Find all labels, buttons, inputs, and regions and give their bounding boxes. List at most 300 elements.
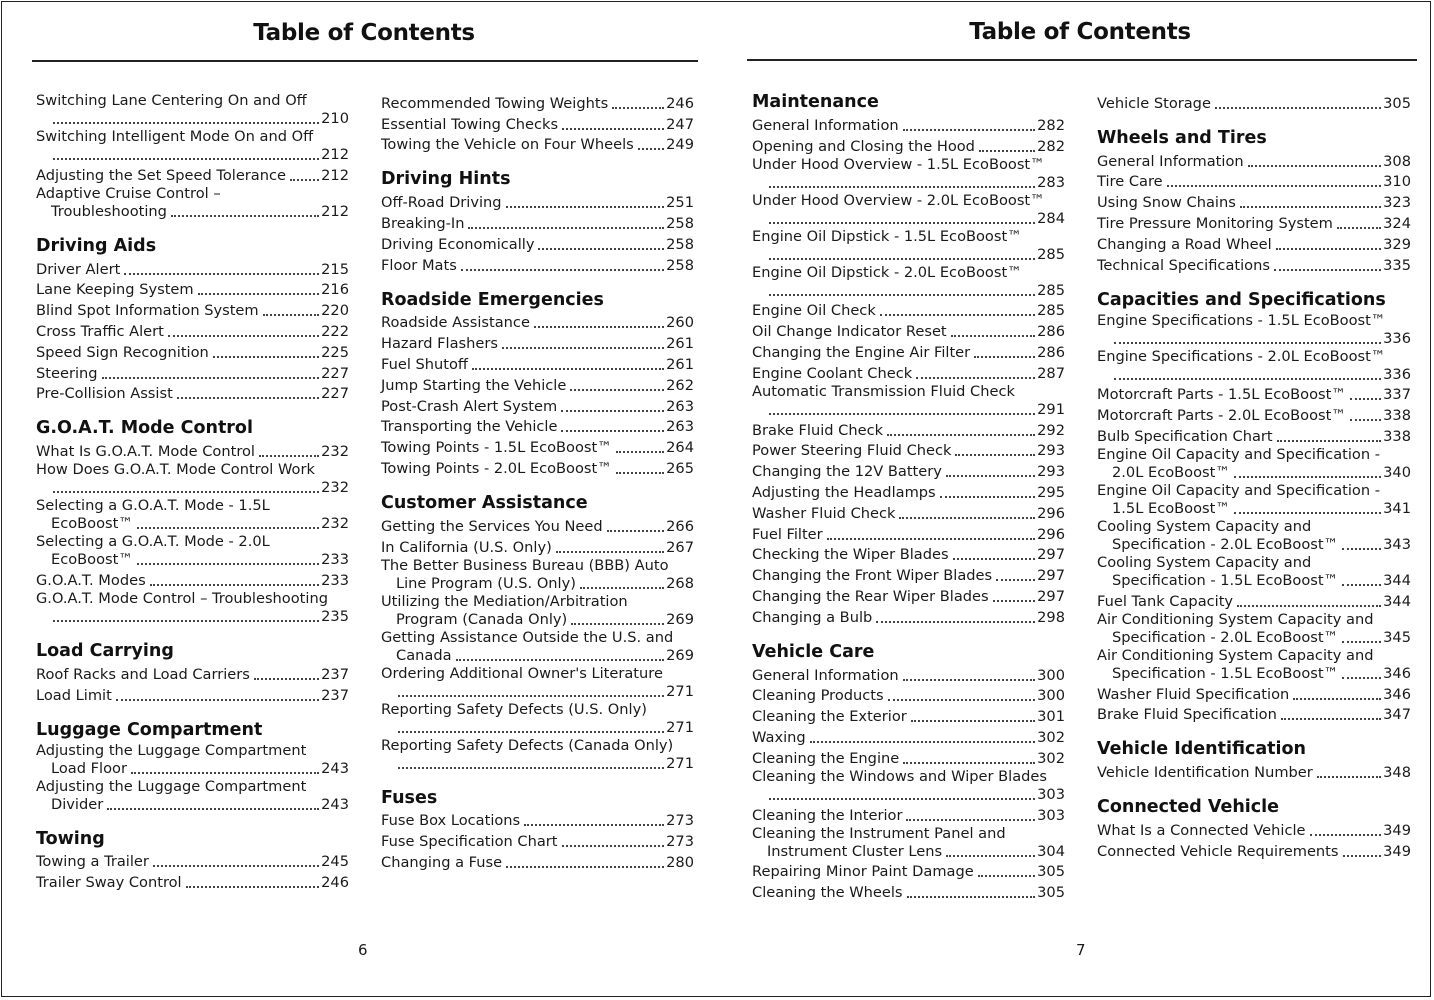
entry-page-number: 215: [321, 260, 349, 278]
toc-entry[interactable]: [36, 279, 349, 300]
toc-entry[interactable]: [1097, 150, 1411, 171]
entry-page-number: 303: [1037, 806, 1065, 824]
toc-entry[interactable]: [381, 332, 694, 353]
toc-entry[interactable]: [752, 264, 1065, 300]
entry-title: Using Snow Chains: [1097, 194, 1236, 212]
leader-dots: [1248, 164, 1382, 167]
entry-leader-line: [752, 174, 1065, 192]
toc-section: [381, 289, 694, 478]
entry-title: Washer Fluid Check: [752, 504, 896, 522]
entry-leader-line: [1097, 366, 1411, 384]
entry-title-continued: EcoBoost™: [51, 551, 133, 569]
toc-entry[interactable]: [1097, 611, 1411, 647]
toc-entry[interactable]: [1097, 254, 1411, 275]
toc-entry[interactable]: [36, 164, 349, 185]
toc-entry[interactable]: [752, 544, 1065, 565]
entry-title: Utilizing the Mediation/Arbitration: [381, 592, 628, 610]
section-heading: Luggage Compartment: [36, 719, 263, 740]
toc-entry[interactable]: [752, 804, 1065, 825]
toc-entry[interactable]: [36, 92, 349, 128]
leader-dots: [1274, 268, 1381, 271]
entry-page-number: 285: [1037, 302, 1065, 320]
page-number-right: 7: [1076, 941, 1086, 959]
toc-entry[interactable]: [752, 419, 1065, 440]
entry-title: Vehicle Storage: [1097, 94, 1211, 112]
leader-dots: [769, 257, 1035, 260]
entry-page-number: 268: [666, 574, 694, 592]
entry-page-number: 302: [1037, 728, 1065, 746]
entry-title: Cleaning Products: [752, 687, 884, 705]
leader-dots: [150, 583, 319, 586]
entry-leader-line: [36, 608, 349, 626]
entry-page-number: 212: [321, 202, 349, 220]
leader-dots: [903, 678, 1036, 681]
toc-entry[interactable]: [381, 233, 694, 254]
entry-title: What Is a Connected Vehicle: [1097, 821, 1306, 839]
leader-dots: [1277, 439, 1381, 442]
leader-dots: [1167, 184, 1382, 187]
entry-title: Motorcraft Parts - 1.5L EcoBoost™: [1097, 386, 1346, 404]
toc-entry[interactable]: [752, 825, 1065, 861]
toc-section: [381, 168, 694, 274]
toc-entry[interactable]: [381, 92, 694, 113]
toc-section: [381, 787, 694, 872]
toc-entry[interactable]: [36, 851, 349, 872]
toc-entry[interactable]: [752, 320, 1065, 341]
entry-page-number: 280: [666, 853, 694, 871]
entry-title: Engine Oil Capacity and Specification -: [1097, 445, 1381, 463]
leader-dots: [616, 471, 664, 474]
entry-leader-line: [752, 246, 1065, 264]
section-heading: Customer Assistance: [381, 492, 588, 513]
toc-entry[interactable]: [752, 481, 1065, 502]
toc-entry[interactable]: [1097, 446, 1411, 482]
toc-entry[interactable]: [1097, 683, 1411, 704]
entry-title: Changing the 12V Battery: [752, 463, 942, 481]
toc-entry[interactable]: [1097, 171, 1411, 192]
entry-title-continued: 1.5L EcoBoost™: [1112, 499, 1230, 517]
toc-entry[interactable]: [36, 497, 349, 533]
leader-dots: [1342, 676, 1381, 679]
toc-entry[interactable]: [752, 502, 1065, 523]
toc-entry[interactable]: [752, 228, 1065, 264]
leader-dots: [137, 526, 319, 529]
entry-page-number: 245: [321, 853, 349, 871]
entry-title-continued: Specification - 2.0L EcoBoost™: [1112, 628, 1339, 646]
entry-page-number: 258: [666, 214, 694, 232]
toc-entry[interactable]: [752, 341, 1065, 362]
toc-entry[interactable]: [1097, 191, 1411, 212]
leader-dots: [1343, 854, 1382, 857]
toc-entry[interactable]: [381, 134, 694, 155]
toc-section: [36, 640, 349, 705]
toc-entry[interactable]: [752, 664, 1065, 685]
entry-page-number: 267: [666, 538, 694, 556]
entry-title: Towing Points - 1.5L EcoBoost™: [381, 439, 612, 457]
toc-entry[interactable]: [752, 135, 1065, 156]
toc-entry[interactable]: [1097, 425, 1411, 446]
toc-entry[interactable]: [381, 851, 694, 872]
entry-page-number: 337: [1383, 386, 1411, 404]
entry-page-number: 282: [1037, 137, 1065, 155]
toc-entry[interactable]: [752, 460, 1065, 481]
leader-dots: [461, 268, 664, 271]
leader-dots: [887, 433, 1035, 436]
entry-page-number: 243: [321, 759, 349, 777]
toc-entry[interactable]: [752, 606, 1065, 627]
leader-dots: [259, 454, 319, 457]
toc-entry[interactable]: [1097, 404, 1411, 425]
toc-entry[interactable]: [752, 726, 1065, 747]
entry-page-number: 283: [1037, 173, 1065, 191]
toc-entry[interactable]: [1097, 482, 1411, 518]
toc-entry[interactable]: [36, 742, 349, 778]
entry-title: Tire Pressure Monitoring System: [1097, 214, 1333, 232]
entry-page-number: 269: [666, 610, 694, 628]
entry-page-number: 260: [666, 314, 694, 332]
entry-page-number: 308: [1383, 152, 1411, 170]
toc-entry[interactable]: [381, 436, 694, 457]
toc-column-4: [1097, 80, 1411, 861]
toc-entry[interactable]: [381, 212, 694, 233]
entry-title: Fuse Box Locations: [381, 812, 521, 830]
toc-entry[interactable]: [36, 461, 349, 497]
entry-title: Selecting a G.O.A.T. Mode - 1.5L: [36, 497, 270, 515]
toc-entry[interactable]: [1097, 704, 1411, 725]
entry-title: Engine Oil Dipstick - 2.0L EcoBoost™: [752, 263, 1022, 281]
leader-dots: [876, 620, 1035, 623]
toc-entry[interactable]: [36, 569, 349, 590]
entry-title: Transporting the Vehicle: [381, 418, 558, 436]
entry-leader-line: [752, 210, 1065, 228]
entry-title: Adjusting the Luggage Compartment: [36, 741, 307, 759]
leader-dots: [213, 355, 319, 358]
entry-page-number: 303: [1037, 785, 1065, 803]
entry-page-number: 264: [666, 439, 694, 457]
toc-entry[interactable]: [36, 440, 349, 461]
leader-dots: [946, 474, 1035, 477]
toc-entry[interactable]: [1097, 233, 1411, 254]
toc-entry[interactable]: [752, 705, 1065, 726]
entry-page-number: 271: [666, 754, 694, 772]
entry-title: Cleaning the Interior: [752, 806, 903, 824]
entry-title: Cleaning the Engine: [752, 749, 900, 767]
entry-page-number: 305: [1037, 863, 1065, 881]
toc-section: [36, 92, 349, 221]
entry-leader-line: [36, 146, 349, 164]
leader-dots: [124, 272, 319, 275]
entry-title: Air Conditioning System Capacity and: [1097, 610, 1374, 628]
entry-leader-line: [381, 683, 694, 701]
toc-entry[interactable]: [1097, 384, 1411, 405]
toc-section: [36, 235, 349, 404]
entry-page-number: 258: [666, 235, 694, 253]
entry-title: Repairing Minor Paint Damage: [752, 863, 974, 881]
toc-entry[interactable]: [752, 114, 1065, 135]
section-heading: Maintenance: [752, 92, 879, 112]
entry-title: Trailer Sway Control: [36, 874, 182, 892]
entry-title: Cross Traffic Alert: [36, 322, 164, 340]
toc-entry[interactable]: [381, 191, 694, 212]
entry-title: Changing a Fuse: [381, 853, 503, 871]
toc-entry[interactable]: [36, 341, 349, 362]
toc-entry[interactable]: [381, 810, 694, 831]
toc-section: [1097, 289, 1411, 725]
leader-dots: [263, 313, 320, 316]
entry-leader-line: [1097, 500, 1411, 518]
entry-page-number: 346: [1383, 685, 1411, 703]
leader-dots: [906, 818, 1035, 821]
toc-entry[interactable]: [1097, 840, 1411, 861]
toc-entry[interactable]: [36, 663, 349, 684]
leader-dots: [1114, 377, 1381, 380]
entry-title: Air Conditioning System Capacity and: [1097, 646, 1374, 664]
entry-page-number: 349: [1383, 821, 1411, 839]
toc-entry[interactable]: [1097, 212, 1411, 233]
entry-title: Bulb Specification Chart: [1097, 427, 1273, 445]
leader-dots: [907, 895, 1036, 898]
toc-entry[interactable]: [36, 383, 349, 404]
entry-title: Power Steering Fluid Check: [752, 442, 952, 460]
entry-page-number: 262: [666, 376, 694, 394]
toc-entry[interactable]: [752, 861, 1065, 882]
entry-title: Connected Vehicle Requirements: [1097, 842, 1339, 860]
entry-page-number: 271: [666, 682, 694, 700]
entry-title: Cooling System Capacity and: [1097, 517, 1312, 535]
toc-entry[interactable]: [381, 113, 694, 134]
section-heading: Capacities and Specifications: [1097, 289, 1386, 310]
toc-entry[interactable]: [752, 156, 1065, 192]
entry-page-number: 349: [1383, 842, 1411, 860]
entry-page-number: 293: [1037, 463, 1065, 481]
entry-page-number: 212: [321, 166, 349, 184]
leader-dots: [290, 178, 319, 181]
toc-entry[interactable]: [381, 353, 694, 374]
entry-title: Tire Care: [1097, 173, 1163, 191]
entry-page-number: 251: [666, 194, 694, 212]
entry-title: Load Limit: [36, 686, 112, 704]
entry-page-number: 261: [666, 355, 694, 373]
leader-dots: [1317, 775, 1381, 778]
entry-leader-line: [381, 755, 694, 773]
leader-dots: [1276, 247, 1382, 250]
toc-entry[interactable]: [381, 457, 694, 478]
entry-page-number: 284: [1037, 209, 1065, 227]
toc-entry[interactable]: [381, 665, 694, 701]
leader-dots: [978, 874, 1035, 877]
entry-title: Oil Change Indicator Reset: [752, 323, 947, 341]
entry-page-number: 347: [1383, 706, 1411, 724]
entry-title-continued: Troubleshooting: [51, 202, 167, 220]
entry-title: Off-Road Driving: [381, 194, 502, 212]
leader-dots: [1237, 604, 1381, 607]
entry-title: Reporting Safety Defects (Canada Only): [381, 736, 674, 754]
toc-entry[interactable]: [752, 585, 1065, 606]
toc-entry[interactable]: [1097, 348, 1411, 384]
entry-title: General Information: [1097, 152, 1244, 170]
entry-page-number: 287: [1037, 364, 1065, 382]
entry-page-number: 261: [666, 335, 694, 353]
toc-entry[interactable]: [1097, 92, 1411, 113]
entry-page-number: 305: [1383, 94, 1411, 112]
entry-page-number: 220: [321, 302, 349, 320]
entry-title: How Does G.O.A.T. Mode Control Work: [36, 461, 315, 479]
toc-entry[interactable]: [381, 593, 694, 629]
leader-dots: [534, 325, 664, 328]
leader-dots: [607, 529, 665, 532]
leader-dots: [398, 730, 664, 733]
entry-title: Lane Keeping System: [36, 281, 194, 299]
entry-title: What Is G.O.A.T. Mode Control: [36, 443, 255, 461]
toc-entry[interactable]: [752, 768, 1065, 804]
entry-title: Engine Specifications - 1.5L EcoBoost™: [1097, 311, 1386, 329]
toc-entry[interactable]: [1097, 590, 1411, 611]
section-heading: Towing: [36, 828, 105, 849]
entry-title-continued: Program (Canada Only): [396, 610, 568, 628]
entry-leader-line: [381, 719, 694, 737]
entry-title: Motorcraft Parts - 2.0L EcoBoost™: [1097, 407, 1346, 425]
entry-page-number: 344: [1383, 592, 1411, 610]
entry-title: The Better Business Bureau (BBB) Auto: [381, 556, 669, 574]
entry-title: General Information: [752, 666, 899, 684]
toc-entry[interactable]: [752, 523, 1065, 544]
entry-title: Waxing: [752, 728, 806, 746]
leader-dots: [506, 865, 664, 868]
toc-entry[interactable]: [36, 778, 349, 814]
section-heading: Roadside Emergencies: [381, 289, 604, 310]
toc-entry[interactable]: [752, 440, 1065, 461]
entry-page-number: 329: [1383, 235, 1411, 253]
entry-title: In California (U.S. Only): [381, 538, 552, 556]
entry-page-number: 335: [1383, 256, 1411, 274]
leader-dots: [769, 221, 1035, 224]
entry-leader-line: [36, 760, 349, 778]
leader-dots: [186, 885, 320, 888]
leader-dots: [571, 622, 664, 625]
toc-entry[interactable]: [36, 320, 349, 341]
entry-page-number: 237: [321, 665, 349, 683]
entry-title: Blind Spot Information System: [36, 302, 259, 320]
toc-entry[interactable]: [752, 685, 1065, 706]
entry-title: Changing the Engine Air Filter: [752, 343, 971, 361]
leader-dots: [888, 698, 1036, 701]
entry-title: Vehicle Identification Number: [1097, 764, 1313, 782]
section-heading: Driving Hints: [381, 169, 511, 190]
entry-title: Essential Towing Checks: [381, 115, 559, 133]
entry-leader-line: [36, 515, 349, 533]
entry-leader-line: [36, 479, 349, 497]
toc-entry[interactable]: [752, 383, 1065, 419]
entry-page-number: 246: [666, 94, 694, 112]
toc-entry[interactable]: [1097, 761, 1411, 782]
entry-page-number: 346: [1383, 664, 1411, 682]
entry-leader-line: [1097, 629, 1411, 647]
toc-entry[interactable]: [381, 416, 694, 437]
toc-entry[interactable]: [381, 737, 694, 773]
page-number-left: 6: [358, 941, 368, 959]
leader-dots: [1293, 697, 1381, 700]
entry-title: Engine Specifications - 2.0L EcoBoost™: [1097, 347, 1386, 365]
toc-entry[interactable]: [36, 533, 349, 569]
toc-entry[interactable]: [381, 254, 694, 275]
toc-entry[interactable]: [1097, 518, 1411, 554]
toc-entry[interactable]: [752, 564, 1065, 585]
entry-title: Under Hood Overview - 1.5L EcoBoost™: [752, 155, 1045, 173]
toc-entry[interactable]: [752, 362, 1065, 383]
entry-title: Fuel Shutoff: [381, 355, 468, 373]
leader-dots: [951, 334, 1035, 337]
toc-entry[interactable]: [381, 374, 694, 395]
toc-entry[interactable]: [381, 701, 694, 737]
toc-section: [1097, 92, 1411, 113]
entry-title: G.O.A.T. Modes: [36, 571, 146, 589]
entry-title: Recommended Towing Weights: [381, 94, 609, 112]
toc-entry[interactable]: [36, 185, 349, 221]
toc-entry[interactable]: [1097, 554, 1411, 590]
toc-entry[interactable]: [36, 128, 349, 164]
entry-title: Reporting Safety Defects (U.S. Only): [381, 700, 647, 718]
toc-entry[interactable]: [36, 590, 349, 626]
entry-page-number: 324: [1383, 214, 1411, 232]
entry-page-number: 285: [1037, 245, 1065, 263]
entry-page-number: 233: [321, 571, 349, 589]
toc-entry[interactable]: [381, 557, 694, 593]
toc-entry[interactable]: [381, 536, 694, 557]
toc-entry[interactable]: [381, 395, 694, 416]
toc-entry[interactable]: [752, 300, 1065, 321]
toc-entry[interactable]: [381, 515, 694, 536]
toc-entry[interactable]: [36, 258, 349, 279]
leader-dots: [769, 293, 1035, 296]
entry-page-number: 304: [1037, 842, 1065, 860]
toc-entry[interactable]: [36, 871, 349, 892]
leader-dots: [198, 292, 320, 295]
entry-title-continued: EcoBoost™: [51, 515, 133, 533]
toc-entry[interactable]: [36, 362, 349, 383]
entry-title: Post-Crash Alert System: [381, 397, 558, 415]
toc-entry[interactable]: [752, 881, 1065, 902]
entry-page-number: 222: [321, 322, 349, 340]
toc-entry[interactable]: [1097, 647, 1411, 683]
section-heading: Vehicle Identification: [1097, 739, 1306, 760]
entry-title-continued: Specification - 1.5L EcoBoost™: [1112, 664, 1339, 682]
toc-entry[interactable]: [752, 192, 1065, 228]
leader-dots: [53, 619, 319, 622]
entry-title: Fuel Tank Capacity: [1097, 592, 1234, 610]
entry-page-number: 297: [1037, 567, 1065, 585]
entry-title: Floor Mats: [381, 256, 457, 274]
entry-page-number: 258: [666, 256, 694, 274]
toc-entry[interactable]: [36, 299, 349, 320]
entry-page-number: 266: [666, 517, 694, 535]
leader-dots: [116, 698, 319, 701]
toc-entry[interactable]: [36, 684, 349, 705]
entry-page-number: 344: [1383, 571, 1411, 589]
section-heading: Vehicle Care: [752, 641, 875, 662]
leader-dots: [468, 226, 664, 229]
toc-entry[interactable]: [1097, 312, 1411, 348]
entry-title: Steering: [36, 364, 98, 382]
toc-section: [36, 417, 349, 626]
leader-dots: [1240, 205, 1381, 208]
toc-entry[interactable]: [752, 747, 1065, 768]
toc-entry[interactable]: [381, 830, 694, 851]
leader-dots: [168, 334, 319, 337]
toc-entry[interactable]: [381, 312, 694, 333]
toc-entry[interactable]: [381, 629, 694, 665]
entry-title-continued: Divider: [51, 795, 104, 813]
toc-entry[interactable]: [1097, 819, 1411, 840]
